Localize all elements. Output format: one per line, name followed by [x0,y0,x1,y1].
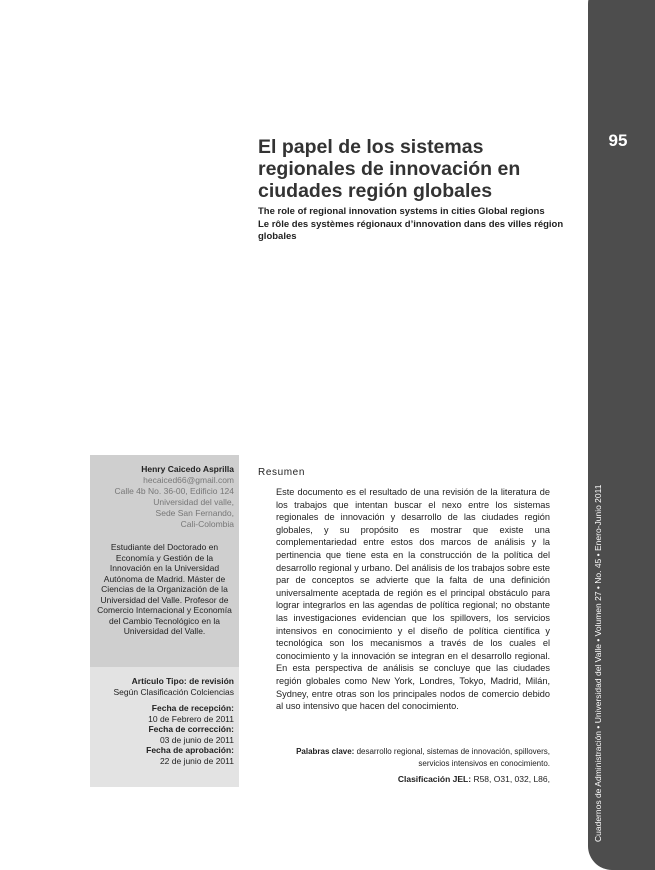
abstract-body: Este documento es el resultado de una revisión de la literatura de los trabajos que intentan buscar el nexo entre los sistemas regionales de innovación y desarrollo de las ciudades región globales, y su propósito es mostrar que existe una complementariedad entre estos dos marcos de análisis y la pertinencia que tiene esta en la construcción de la política del desarrollo regional y urbano. Del análisis de los trabajos sobre este par de conceptos se advierte que la falta de una definición universalmente aceptada de región es el principal obstáculo para lograr integrarlos en las agendas de política regional; no obstante las investigaciones evidencian que los spillovers, los servicios intensivos en conocimiento y el diseño de política científica y tecnológica son los mecanismos a través de los cuales el conocimiento y la innovación se integran en el desarrollo regional. En esta perspectiva de análisis se concluye que las ciudades región globales como New York, Londres, Tokyo, Madrid, Milán, Sydney, entre otras son los principales nodos de comercio debido al uso intensivo que hacen del conocimiento. [276,487,550,712]
author-email: hecaiced66@gmail.com [143,475,234,485]
corrected-date: 03 de junio de 2011 [159,734,234,745]
keywords-value: desarrollo regional, sistemas de innovación, spillovers, servicios intensivos en conocimiento. [356,747,550,768]
author-address-line: Sede San Fernando, [155,508,234,518]
article-subtitles [258,206,578,244]
jel-classification [276,774,550,784]
article-title: El papel de los sistemas regionales de innovación en ciudades región globales [258,136,521,202]
article-type-label: Artículo Tipo: de revisión [131,676,234,686]
keywords-label: Palabras clave: [296,747,355,756]
author-contact [95,464,234,530]
approved-date-label: Fecha de aprobación: [146,745,234,755]
article-title-french: Le rôle des systèmes régionaux d’innovation dans des villes région globales [258,218,564,242]
author-address-line: Calle 4b No. 36-00, Edificio 124 [114,486,234,496]
article-metadata [95,676,234,766]
jel-label: Clasificación JEL: [397,774,472,784]
author-bio: Estudiante del Doctorado en Economía y Gestión de la Innovación en la Universidad Autónoma de Madrid. Máster de Ciencias de la Organización de la Universidad del Valle. Profesor de Comercio Internacional y Economía del Cambio Tecnológico en la Universidad del Valle. [97,542,232,636]
page-number: 95 [608,131,628,150]
author-address-line: Universidad del valle, [153,497,234,507]
article-type-value: Según Clasificación Colciencias [113,686,234,697]
author-name: Henry Caicedo Asprilla [141,464,234,474]
keywords [276,746,550,770]
article-title-english: The role of regional innovation systems in cities Global regions [258,206,545,217]
abstract-heading: Resumen [258,467,305,478]
approved-date: 22 de junio de 2011 [159,755,234,766]
received-date-label: Fecha de recepción: [151,703,234,713]
jel-value: R58, O31, 032, L86, [473,774,550,784]
corrected-date-label: Fecha de corrección: [148,724,234,734]
journal-issue-info: Cuadernos de Administración • Universidad del Valle • Volumen 27 • No. 45 • Enero-Junio 2011 [593,484,603,842]
author-address-line: Cali-Colombia [180,519,234,529]
received-date: 10 de Febrero de 2011 [148,713,234,724]
